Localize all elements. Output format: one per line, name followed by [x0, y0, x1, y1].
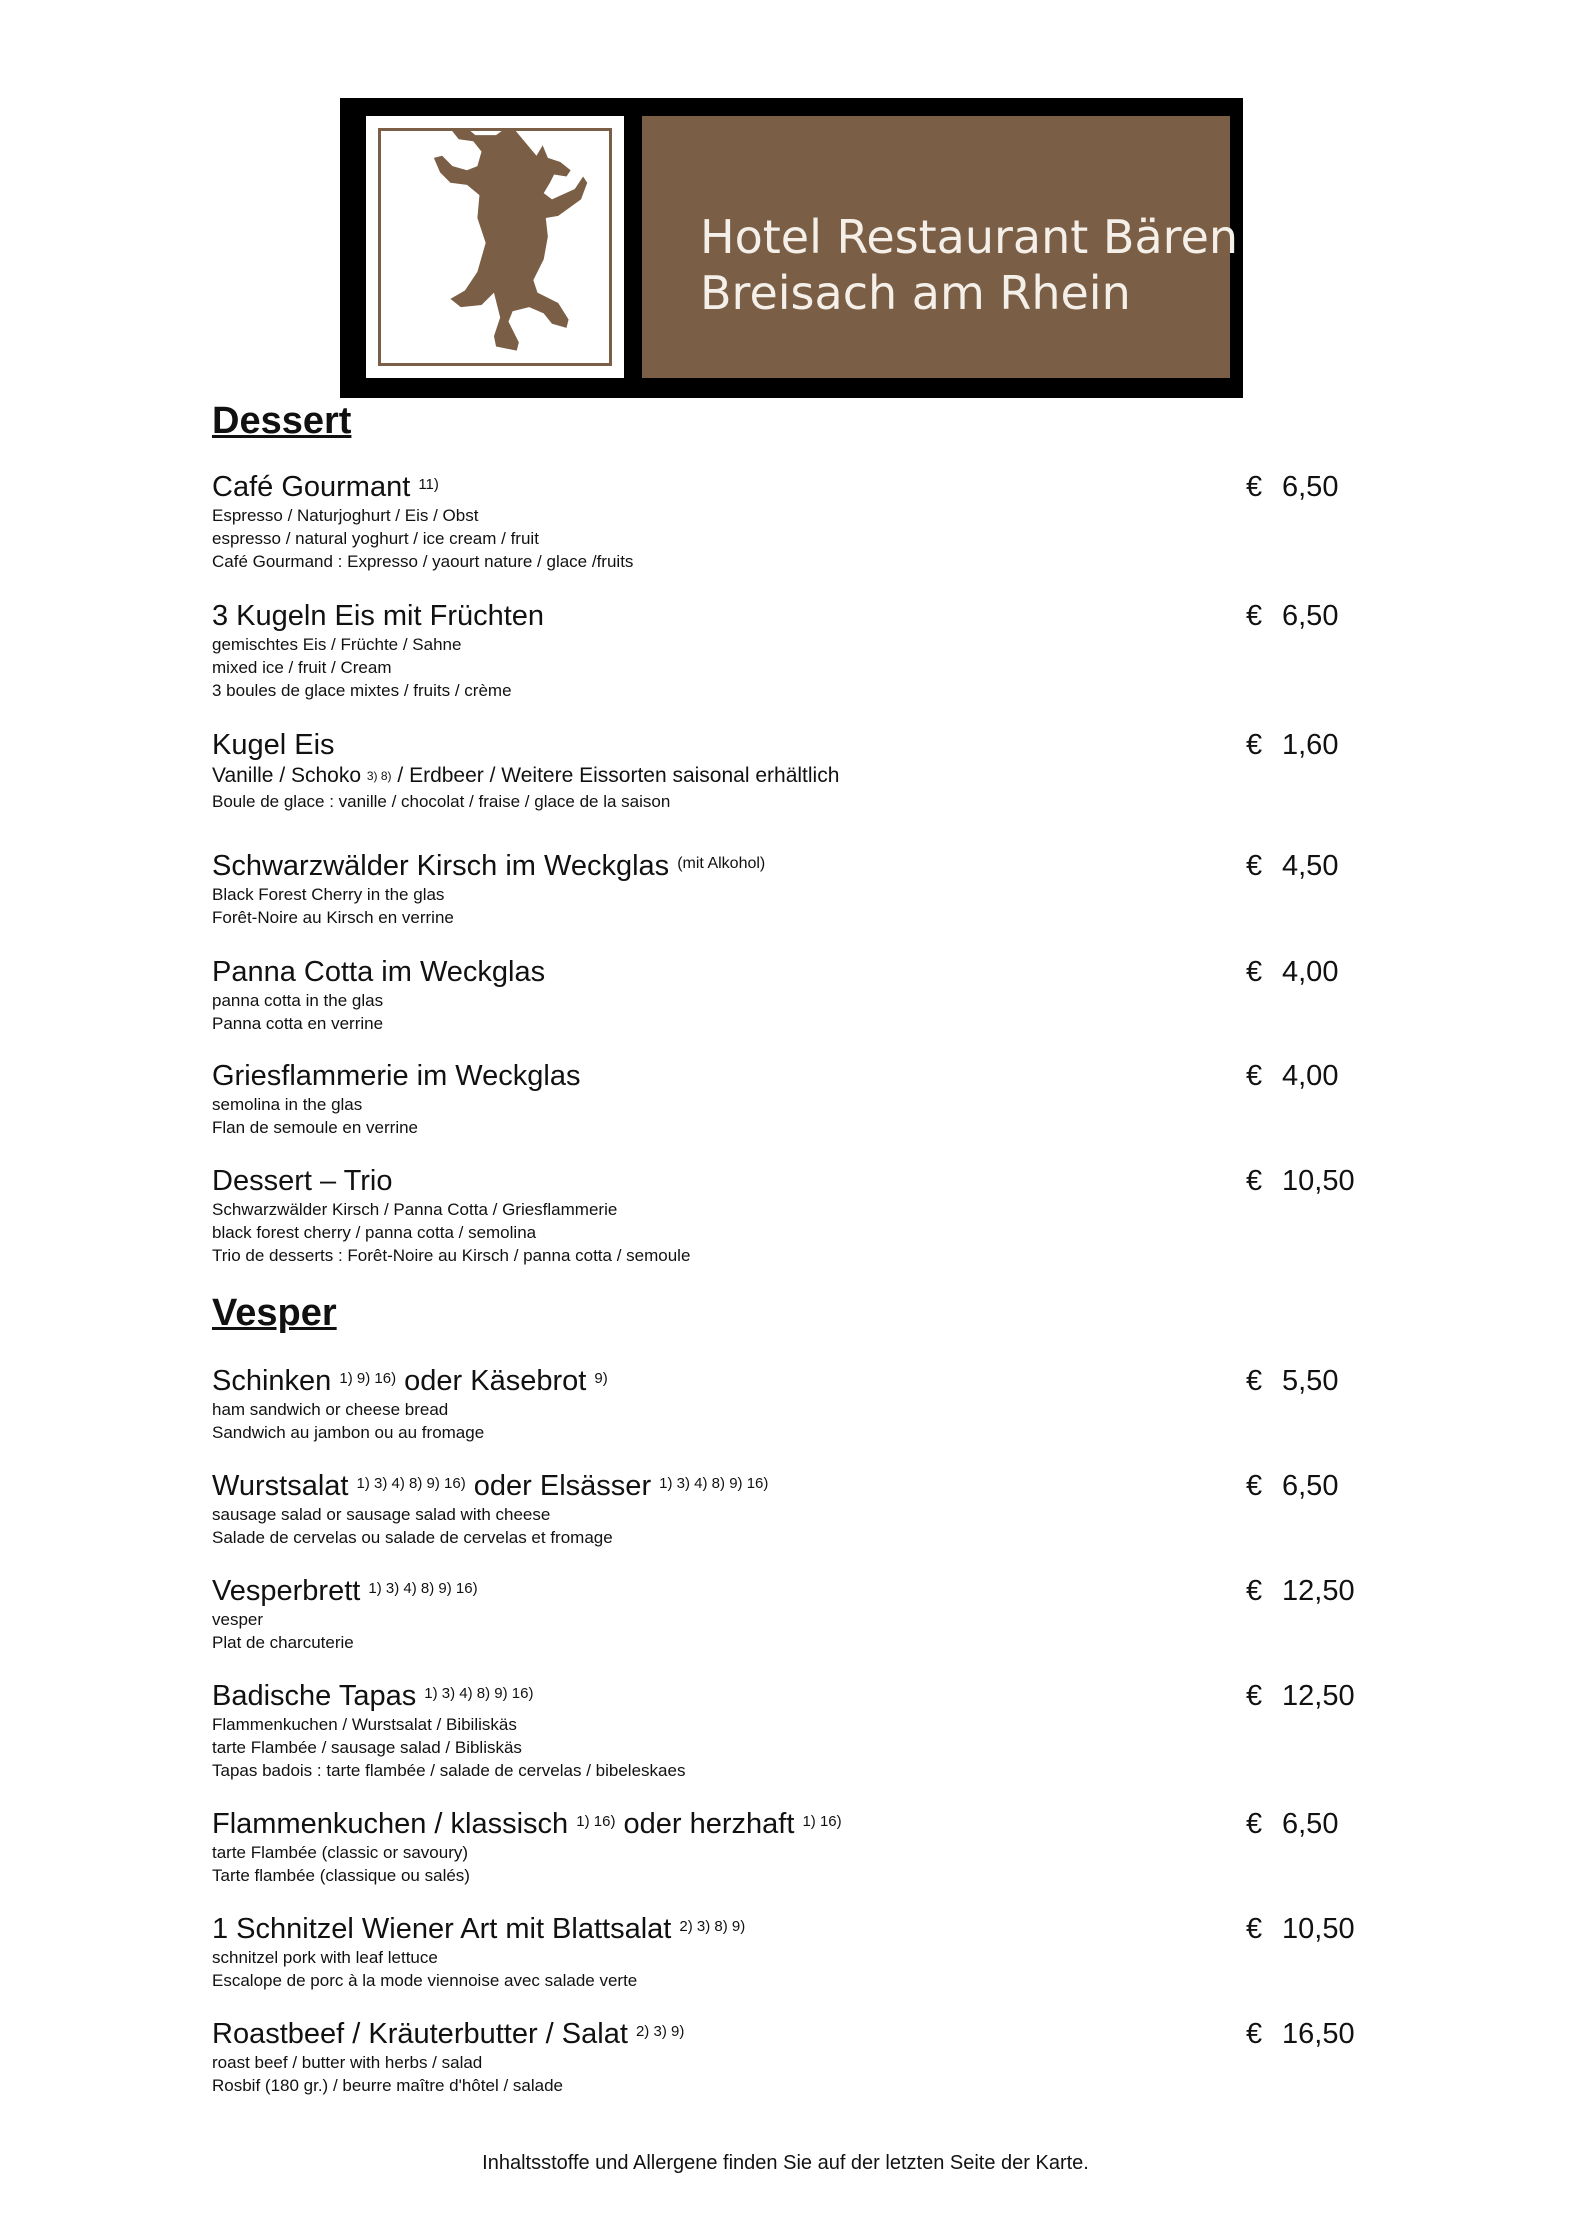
- item-desc-de: gemischtes Eis / Früchte / Sahne: [212, 635, 462, 654]
- item-flavors: Vanille / Schoko $^{3) 8)}$ / Erdbeer / Weitere Eissorten saisonal erhältlich: [212, 764, 840, 787]
- item-name: Dessert – Trio: [212, 1165, 393, 1197]
- allergen-marker: 9): [594, 1370, 608, 1387]
- item-price: € 4,00: [1246, 1060, 1339, 1092]
- item-desc-fr: Sandwich au jambon ou au fromage: [212, 1423, 485, 1442]
- item-desc-en: panna cotta in the glas: [212, 991, 384, 1010]
- item-name: Kugel Eis: [212, 729, 335, 761]
- menu-item: [212, 849, 1362, 929]
- menu-item: Wurstsalat $^{1) 3) 4) 8) 9) 16)}$ oder Elsässer $^{1) 3) 4) 8) 9) 16)}$ € 6,50 sausage salad or sausage salad with cheese Salade de cervelas ou salade de cervelas et fromage: [212, 1469, 1362, 1549]
- menu-item: Vesperbrett $^{1) 3) 4) 8) 9) 16)}$ € 12,50 vesper Plat de charcuterie: [212, 1574, 1362, 1654]
- item-desc-fr: Flan de semoule en verrine: [212, 1118, 419, 1137]
- item-price: € 6,50: [1246, 1808, 1339, 1840]
- item-desc-en: ham sandwich or cheese bread: [212, 1400, 449, 1419]
- allergen-marker: 1) 9) 16): [339, 1370, 397, 1387]
- item-desc-fr: 3 boules de glace mixtes / fruits / crème: [212, 681, 512, 700]
- menu-item: [212, 470, 1362, 573]
- item-price: € 10,50: [1246, 1165, 1355, 1197]
- item-desc-en: roast beef / butter with herbs / salad: [212, 2053, 483, 2072]
- allergen-marker: 1) 3) 4) 8) 9) 16): [659, 1475, 769, 1492]
- allergen-marker: 1) 16): [802, 1813, 842, 1830]
- item-desc-en: vesper: [212, 1610, 264, 1629]
- item-desc-en: tarte Flambée (classic or savoury): [212, 1843, 469, 1862]
- allergen-marker: 1) 3) 4) 8) 9) 16): [356, 1475, 466, 1492]
- standing-bear-icon: [381, 131, 609, 363]
- item-desc-en: espresso / natural yoghurt / ice cream / fruit: [212, 529, 539, 548]
- menu-item: 1 Schnitzel Wiener Art mit Blattsalat $^{2) 3) 8) 9)}$ € 10,50 schnitzel pork with leaf lettuce Escalope de porc à la mode viennoise avec salade verte: [212, 1912, 1362, 1992]
- allergen-marker: 1) 3) 4) 8) 9) 16): [368, 1580, 478, 1597]
- item-desc-en: tarte Flambée / sausage salad / Bibliskäs: [212, 1738, 522, 1757]
- item-name: Schwarzwälder Kirsch im Weckglas: [212, 850, 670, 882]
- section-title-vesper: Vesper: [212, 1292, 337, 1334]
- item-name: Panna Cotta im Weckglas: [212, 956, 546, 988]
- item-desc-en: mixed ice / fruit / Cream: [212, 658, 392, 677]
- item-desc-en: schnitzel pork with leaf lettuce: [212, 1948, 438, 1967]
- item-price: € 16,50: [1246, 2018, 1355, 2050]
- section-title-dessert: Dessert: [212, 400, 352, 442]
- item-note: (mit Alkohol): [677, 855, 766, 872]
- allergen-marker: 11): [418, 476, 439, 493]
- item-desc-fr: Café Gourmand : Expresso / yaourt nature / glace /fruits: [212, 552, 634, 571]
- menu-item: [212, 955, 1362, 1035]
- logo-brand-plate: [642, 116, 1239, 378]
- item-desc-fr: Forêt-Noire au Kirsch en verrine: [212, 908, 454, 927]
- item-desc-fr: Escalope de porc à la mode viennoise avec salade verte: [212, 1971, 638, 1990]
- item-desc-de: Flammenkuchen / Wurstsalat / Bibiliskäs: [212, 1715, 517, 1734]
- item-desc-fr: Boule de glace : vanille / chocolat / fraise / glace de la saison: [212, 792, 671, 811]
- item-desc-fr: Rosbif (180 gr.) / beurre maître d'hôtel / salade: [212, 2076, 563, 2095]
- item-price: € 6,50: [1246, 1470, 1339, 1502]
- item-price: € 1,60: [1246, 729, 1339, 761]
- logo-title: Hotel Restaurant Bären: [700, 210, 1239, 264]
- item-desc-fr: Tapas badois : tarte flambée / salade de cervelas / bibeleskaes: [212, 1761, 686, 1780]
- menu-item: [212, 1059, 1362, 1139]
- item-price: € 12,50: [1246, 1575, 1355, 1607]
- menu-item: Badische Tapas $^{1) 3) 4) 8) 9) 16)}$ € 12,50 Flammenkuchen / Wurstsalat / Bibiliskäs tarte Flambée / sausage salad / Bibliskäs Tapas badois : tarte flambée / salade de cervelas / bibeleskaes: [212, 1679, 1362, 1782]
- item-desc-en: Black Forest Cherry in the glas: [212, 885, 445, 904]
- item-price: € 5,50: [1246, 1365, 1339, 1397]
- footer-allergen-note: Inhaltsstoffe und Allergene finden Sie auf der letzten Seite der Karte.: [482, 2152, 1089, 2174]
- restaurant-logo: [340, 98, 1243, 398]
- item-desc-en: black forest cherry / panna cotta / semolina: [212, 1223, 537, 1242]
- item-desc-de: Espresso / Naturjoghurt / Eis / Obst: [212, 506, 479, 525]
- item-name: Café Gourmant: [212, 471, 411, 503]
- item-desc-fr: Plat de charcuterie: [212, 1633, 354, 1652]
- item-desc-fr: Trio de desserts : Forêt-Noire au Kirsch / panna cotta / semoule: [212, 1246, 691, 1265]
- item-name: Griesflammerie im Weckglas: [212, 1060, 581, 1092]
- menu-item: [212, 728, 1362, 813]
- item-price: € 12,50: [1246, 1680, 1355, 1712]
- item-desc-fr: Panna cotta en verrine: [212, 1014, 384, 1033]
- item-name: 3 Kugeln Eis mit Früchten: [212, 600, 545, 632]
- menu-item: [212, 599, 1362, 702]
- allergen-marker: 3) 8): [366, 769, 392, 783]
- logo-emblem: [366, 116, 624, 378]
- item-price: € 6,50: [1246, 600, 1339, 632]
- logo-subtitle: Breisach am Rhein: [700, 266, 1131, 320]
- allergen-marker: 2) 3) 9): [635, 2023, 685, 2040]
- item-price: € 4,50: [1246, 850, 1339, 882]
- item-price: € 6,50: [1246, 471, 1339, 503]
- allergen-marker: 1) 3) 4) 8) 9) 16): [424, 1685, 534, 1702]
- allergen-marker: 1) 16): [576, 1813, 616, 1830]
- item-desc-fr: Tarte flambée (classique ou salés): [212, 1866, 470, 1885]
- item-price: € 10,50: [1246, 1913, 1355, 1945]
- item-desc-en: sausage salad or sausage salad with cheese: [212, 1505, 551, 1524]
- menu-item: Flammenkuchen / klassisch $^{1) 16)}$ oder herzhaft $^{1) 16)}$ € 6,50 tarte Flambée (classic or savoury) Tarte flambée (classique ou salés): [212, 1807, 1362, 1887]
- menu-item: [212, 1164, 1362, 1267]
- item-desc-de: Schwarzwälder Kirsch / Panna Cotta / Griesflammerie: [212, 1200, 618, 1219]
- item-desc-en: semolina in the glas: [212, 1095, 363, 1114]
- menu-item: Schinken $^{1) 9) 16)}$ oder Käsebrot $^{9)}$ € 5,50 ham sandwich or cheese bread Sandwich au jambon ou au fromage: [212, 1364, 1362, 1444]
- item-price: € 4,00: [1246, 956, 1339, 988]
- item-desc-fr: Salade de cervelas ou salade de cervelas et fromage: [212, 1528, 613, 1547]
- menu-item: Roastbeef / Kräuterbutter / Salat $^{2) 3) 9)}$ € 16,50 roast beef / butter with herbs / salad Rosbif (180 gr.) / beurre maître d'hôtel / salade: [212, 2017, 1362, 2097]
- allergen-marker: 2) 3) 8) 9): [679, 1918, 746, 1935]
